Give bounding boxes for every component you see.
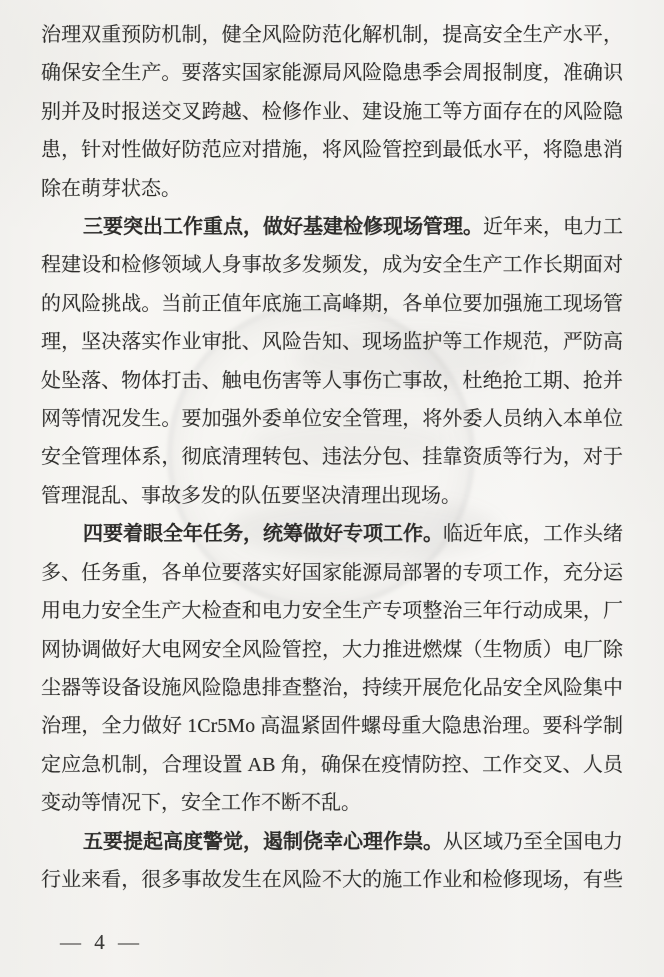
paragraph-lead-bold: 四要着眼全年任务，统筹做好专项工作。 xyxy=(83,523,443,546)
paragraph-text: 安全管理体系，彻底清理转包、违法分包、挂靠资质等行为，对于 xyxy=(41,446,623,469)
paragraph-text: 从区域乃至全国电力 xyxy=(443,830,623,853)
text-line xyxy=(41,592,623,630)
text-line xyxy=(41,400,623,438)
paragraph-text: 处坠落、物体打击、触电伤害等人事伤亡事故，杜绝抢工期、抢并 xyxy=(41,369,623,392)
paragraph-text: 用电力安全生产大检查和电力安全生产专项整治三年行动成果，厂 xyxy=(41,600,623,623)
paragraph-text: 定应急机制，合理设置 AB 角，确保在疫情防控、工作交叉、人员 xyxy=(41,753,623,776)
paragraph-text: 行业来看，很多事故发生在风险不大的施工作业和检修现场，有些 xyxy=(41,868,623,891)
text-line xyxy=(41,93,623,131)
text-line xyxy=(41,54,623,92)
document-body-text xyxy=(41,16,623,899)
paragraph-text: 治理，全力做好 1Cr5Mo 高温紧固件螺母重大隐患治理。要科学制 xyxy=(41,715,623,738)
text-line xyxy=(41,438,623,476)
text-line xyxy=(41,746,623,784)
text-line xyxy=(41,246,623,284)
paragraph-text: 治理双重预防机制，健全风险防范化解机制，提高安全生产水平， xyxy=(41,24,623,46)
paragraph-text: 多、任务重，各单位要落实好国家能源局部署的专项工作，充分运 xyxy=(41,561,623,584)
paragraph-text: 管理混乱、事故多发的队伍要坚决清理出现场。 xyxy=(41,484,461,507)
paragraph-text: 变动等情况下，安全工作不断不乱。 xyxy=(41,792,361,815)
text-line xyxy=(41,707,623,745)
paragraph-text: 除在萌芽状态。 xyxy=(41,177,181,200)
text-line xyxy=(41,477,623,515)
paragraph-lead-bold: 三要突出工作重点，做好基建检修现场管理。 xyxy=(83,216,483,239)
paragraph-text: 别并及时报送交叉跨越、检修作业、建设施工等方面存在的风险隐 xyxy=(41,100,623,123)
paragraph-text: 理，坚决落实作业审批、风险告知、现场监护等工作规范，严防高 xyxy=(41,331,623,354)
text-line xyxy=(41,823,623,861)
text-line xyxy=(41,131,623,169)
text-line xyxy=(41,515,623,553)
text-line xyxy=(41,554,623,592)
page-number: — 4 — xyxy=(60,930,143,954)
text-line xyxy=(41,861,623,899)
paragraph-text: 患，针对性做好防范应对措施，将风险管控到最低水平，将隐患消 xyxy=(41,139,623,162)
text-line xyxy=(41,784,623,822)
paragraph-text: 的风险挑战。当前正值年底施工高峰期，各单位要加强施工现场管 xyxy=(41,292,623,315)
paragraph-text: 网等情况发生。要加强外委单位安全管理，将外委人员纳入本单位 xyxy=(41,408,623,431)
text-line xyxy=(41,669,623,707)
paragraph-text: 网协调做好大电网安全风险管控，大力推进燃煤（生物质）电厂除 xyxy=(41,638,623,661)
text-line xyxy=(41,170,623,208)
text-line xyxy=(41,208,623,246)
text-line xyxy=(41,631,623,669)
text-line xyxy=(41,323,623,361)
paragraph-text: 尘器等设备设施风险隐患排查整治，持续开展危化品安全风险集中 xyxy=(41,676,623,699)
paragraph-lead-bold: 五要提起高度警觉，遏制侥幸心理作祟。 xyxy=(83,830,443,853)
paragraph-text: 临近年底，工作头绪 xyxy=(443,523,623,546)
paragraph-text: 近年来，电力工 xyxy=(483,216,623,239)
paragraph-text: 确保安全生产。要落实国家能源局风险隐患季会周报制度，准确识 xyxy=(41,62,623,85)
paragraph-text: 程建设和检修领域人身事故多发频发，成为安全生产工作长期面对 xyxy=(41,254,623,277)
text-line xyxy=(41,285,623,323)
text-line xyxy=(41,362,623,400)
text-line xyxy=(41,16,623,54)
